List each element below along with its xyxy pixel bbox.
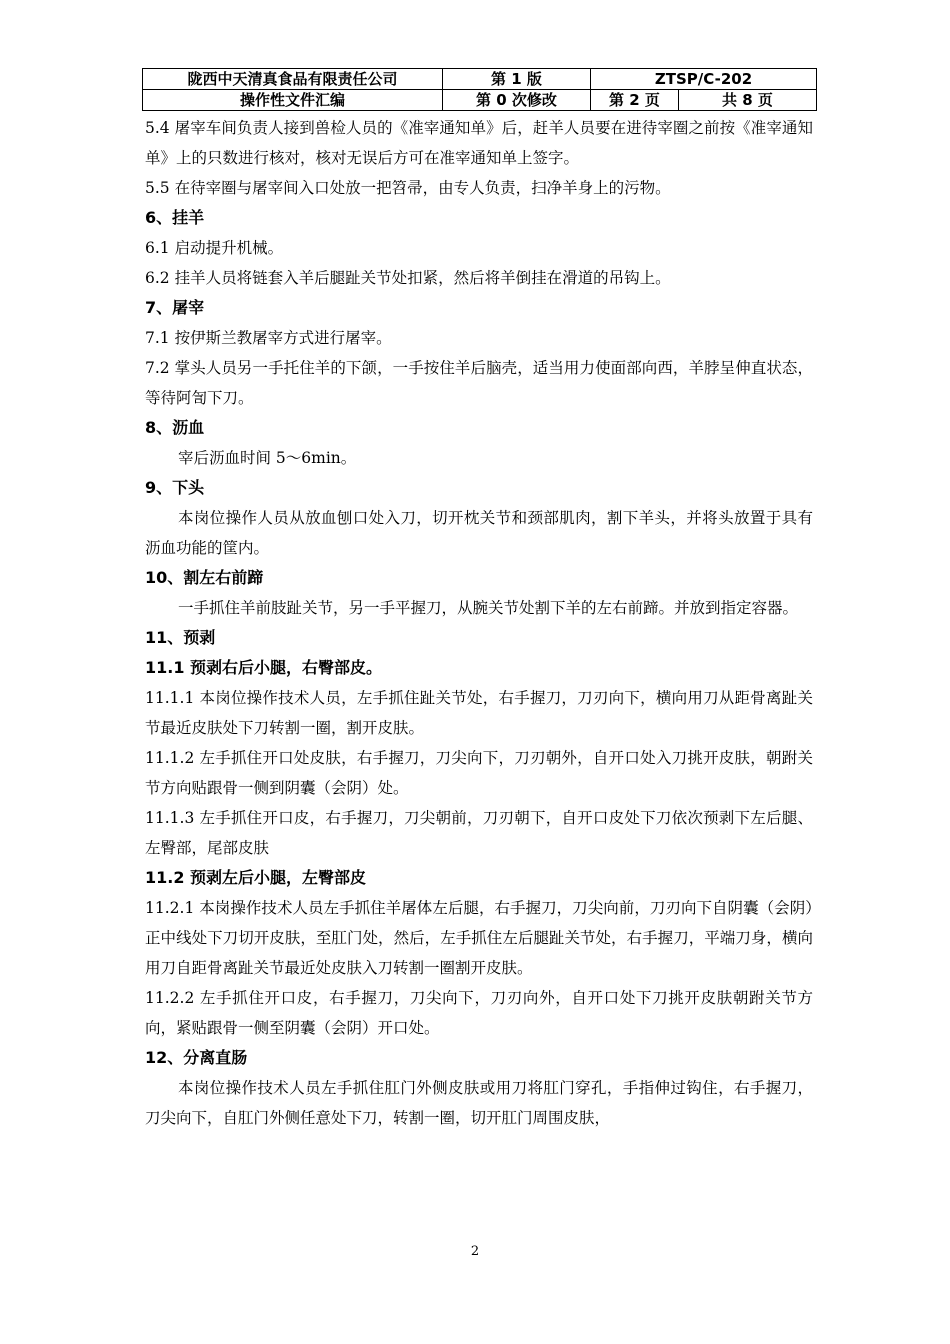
edition: 第 1 版: [443, 69, 591, 90]
revision: 第 0 次修改: [443, 90, 591, 111]
document-body: [145, 113, 813, 1133]
section-heading: 6、挂羊: [145, 208, 205, 227]
total-pages: 共 8 页: [679, 90, 817, 111]
body-paragraph: 11.2.2 左手抓住开口皮，右手握刀，刀尖向下，刀刃向外，自开口处下刀挑开皮肤朝跗关节方向，紧贴跟骨一侧至阴囊（会阴）开口处。: [145, 989, 813, 1037]
section-heading: 12、分离直肠: [145, 1048, 248, 1067]
section-heading: 11、预剥: [145, 628, 216, 647]
section-heading: 8、沥血: [145, 418, 205, 437]
section-heading: 7、屠宰: [145, 298, 205, 317]
section-heading: 11.1 预剥右后小腿，右臀部皮。: [145, 658, 383, 677]
body-paragraph: 5.5 在待宰圈与屠宰间入口处放一把笤帚，由专人负责，扫净羊身上的污物。: [145, 179, 671, 197]
body-paragraph: 宰后沥血时间 5～6min。: [178, 449, 357, 467]
body-paragraph: 本岗位操作技术人员左手抓住肛门外侧皮肤或用刀将肛门穿孔，手指伸过钩住，右手握刀，刀尖向下，自肛门外侧任意处下刀，转割一圈，切开肛门周围皮肤，: [145, 1079, 813, 1127]
company-name: 陇西中天清真食品有限责任公司: [143, 69, 443, 90]
body-paragraph: 7.1 按伊斯兰教屠宰方式进行屠宰。: [145, 329, 392, 347]
body-paragraph: 7.2 掌头人员另一手托住羊的下颌，一手按住羊后脑壳，适当用力使面部向西，羊脖呈伸直状态，等待阿訇下刀。: [145, 359, 813, 407]
body-paragraph: 本岗位操作人员从放血刨口处入刀，切开枕关节和颈部肌肉，割下羊头，并将头放置于具有沥血功能的筐内。: [145, 509, 813, 557]
body-paragraph: 5.4 屠宰车间负责人接到兽检人员的《准宰通知单》后，赶羊人员要在进待宰圈之前按《准宰通知单》上的只数进行核对，核对无误后方可在准宰通知单上签字。: [145, 119, 813, 167]
body-paragraph: 11.2.1 本岗操作技术人员左手抓住羊屠体左后腿，右手握刀，刀尖向前，刀刃向下自阴囊（会阴）正中线处下刀切开皮肤，至肛门处，然后，左手抓住左后腿趾关节处，右手握刀，平端刀身，横向用刀自距骨离趾关节最近处皮肤入刀转割一圈割开皮肤。: [145, 899, 813, 977]
body-paragraph: 6.1 启动提升机械。: [145, 239, 284, 257]
document-title: 操作性文件汇编: [143, 90, 443, 111]
section-heading: 11.2 预剥左后小腿，左臀部皮: [145, 868, 367, 887]
body-paragraph: 11.1.1 本岗位操作技术人员，左手抓住趾关节处，右手握刀，刀刃向下，横向用刀从距骨离趾关节最近皮肤处下刀转割一圈，割开皮肤。: [145, 689, 813, 737]
page-of: 第 2 页: [591, 90, 679, 111]
body-paragraph: 11.1.2 左手抓住开口处皮肤，右手握刀，刀尖向下，刀刃朝外，自开口处入刀挑开皮肤，朝跗关节方向贴跟骨一侧到阴囊（会阴）处。: [145, 749, 813, 797]
body-paragraph: 6.2 挂羊人员将链套入羊后腿趾关节处扣紧，然后将羊倒挂在滑道的吊钩上。: [145, 269, 671, 287]
document-header-table: [142, 68, 817, 111]
page-number: 2: [470, 1244, 480, 1259]
body-paragraph: 11.1.3 左手抓住开口皮，右手握刀，刀尖朝前，刀刃朝下，自开口皮处下刀依次预剥下左后腿、左臀部，尾部皮肤: [145, 809, 813, 857]
body-paragraph: 一手抓住羊前肢趾关节，另一手平握刀，从腕关节处割下羊的左右前蹄。并放到指定容器。: [178, 599, 799, 617]
section-heading: 9、下头: [145, 478, 205, 497]
section-heading: 10、割左右前蹄: [145, 568, 264, 587]
document-code: ZTSP/C-202: [591, 69, 817, 90]
